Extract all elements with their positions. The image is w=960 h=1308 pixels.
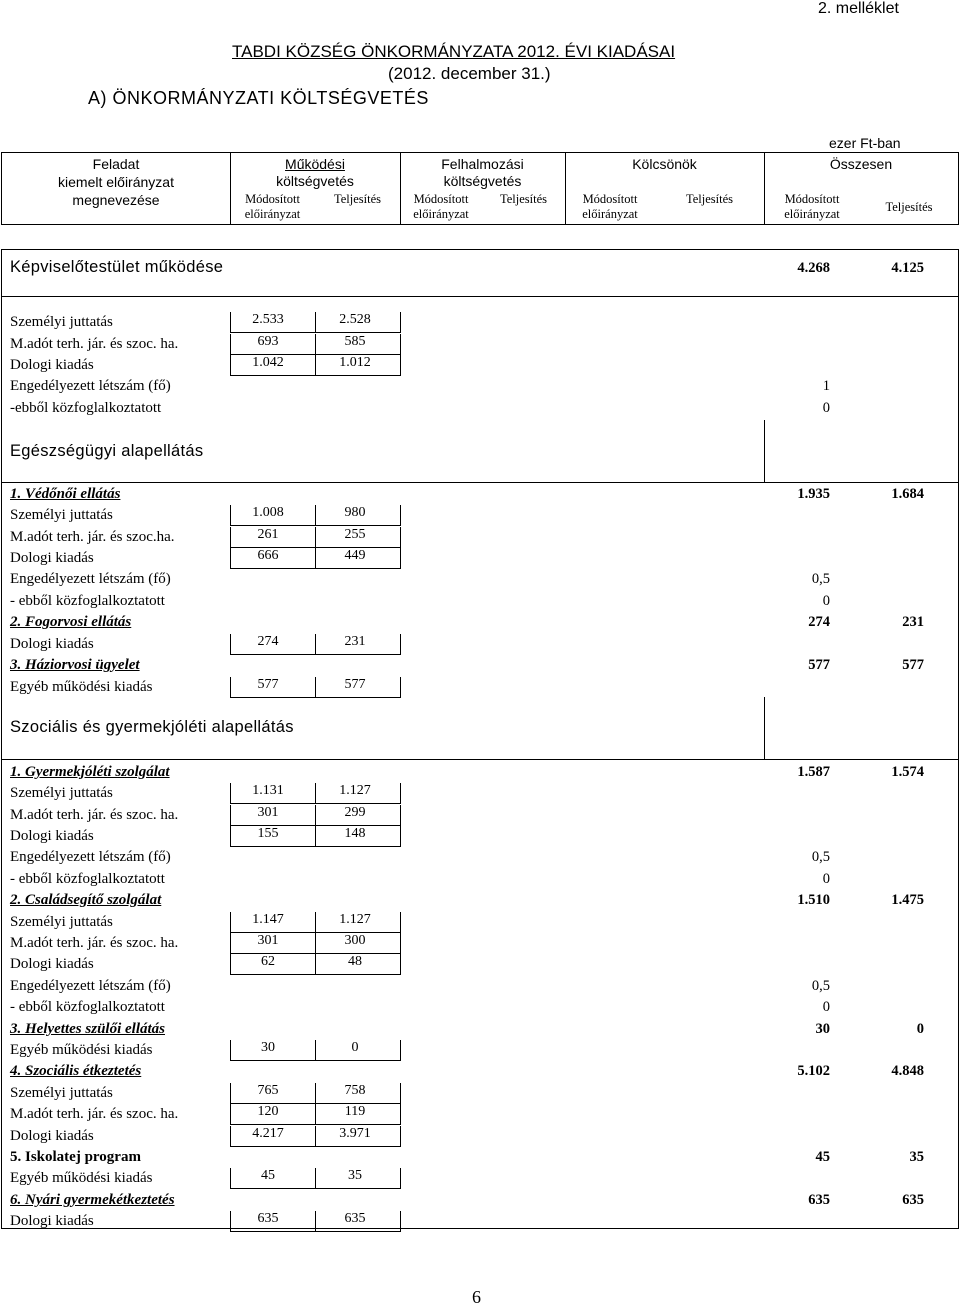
operating-modified-value: 1.008 [252, 505, 284, 520]
header-group-operating-2: költségvetés [276, 173, 354, 189]
table-row [0, 912, 960, 933]
row-label: Engedélyezett létszám (fő) [10, 571, 171, 587]
row-label: Dologi kiadás [10, 550, 94, 566]
total-modified-value: 0 [822, 999, 830, 1015]
table-row [0, 1190, 960, 1211]
operating-done-value: 635 [344, 1211, 366, 1226]
operating-done-value: 980 [344, 505, 366, 520]
row-label: 3. Háziorvosi ügyelet [10, 657, 140, 673]
row-label: Egyéb működési kiadás [10, 1170, 153, 1186]
row-label: - ebből közfoglalkoztatott [10, 593, 165, 609]
table-row [0, 355, 960, 376]
operating-done-value: 148 [344, 826, 366, 841]
cell-border [400, 783, 401, 804]
row-label: Egyéb működési kiadás [10, 1042, 153, 1058]
row-label: Személyi juttatás [10, 785, 113, 801]
cell-border [400, 1168, 401, 1189]
cell-border [315, 805, 316, 826]
table-row [0, 527, 960, 548]
header-group-capital-2: költségvetés [443, 173, 522, 189]
operating-done-value: 1.127 [339, 783, 371, 798]
row-label: Engedélyezett létszám (fő) [10, 849, 171, 865]
operating-done-value: 758 [344, 1083, 366, 1098]
cell-border [230, 505, 231, 526]
header-done-1: Teljesítés [333, 192, 382, 206]
cell-border [400, 826, 401, 847]
header-task-2: kiemelt előirányzat [58, 174, 174, 190]
total-modified-value: 0 [822, 593, 830, 609]
header-task-1: Feladat [92, 156, 140, 172]
operating-done-value: 119 [344, 1104, 366, 1119]
total-modified-value: 1 [822, 378, 830, 394]
total-done-value: 1.684 [891, 486, 924, 502]
cell-border [315, 1211, 316, 1232]
operating-done-value: 255 [344, 527, 366, 542]
operating-modified-value: 4.217 [252, 1126, 284, 1141]
operating-done-value: 585 [344, 334, 366, 349]
row-label: - ebből közfoglalkoztatott [10, 999, 165, 1015]
table-row [0, 484, 960, 505]
row-label: 5. Iskolatej program [10, 1149, 141, 1165]
cell-border [400, 634, 401, 655]
cell-border [315, 355, 316, 376]
table-row [0, 890, 960, 911]
table-row [0, 398, 960, 419]
cell-border [315, 334, 316, 355]
row-label: 2. Fogorvosi ellátás [10, 614, 132, 630]
row-label: Dologi kiadás [10, 1213, 94, 1229]
table-row [0, 1211, 960, 1232]
row-label: 3. Helyettes szülői ellátás [10, 1021, 165, 1037]
row-label: 6. Nyári gyermekétkeztetés [10, 1192, 175, 1208]
table-row [0, 569, 960, 590]
operating-modified-value: 30 [261, 1040, 275, 1055]
table-row [0, 869, 960, 890]
header-mod-2a: Módosított [413, 192, 469, 206]
cell-border [230, 355, 231, 376]
cell-border [230, 1231, 400, 1232]
cell-border [315, 677, 316, 698]
cell-border [230, 697, 400, 698]
header-group-loans: Kölcsönök [632, 156, 697, 172]
table-row [0, 1126, 960, 1147]
row-label: Dologi kiadás [10, 956, 94, 972]
table-row [0, 334, 960, 355]
table-row [0, 1040, 960, 1061]
operating-done-value: 3.971 [339, 1126, 371, 1141]
cell-border [230, 312, 231, 333]
row-label: -ebből közfoglalkoztatott [10, 400, 162, 416]
total-done-value: 0 [916, 1021, 924, 1037]
cell-border [400, 954, 401, 975]
cell-border [230, 974, 400, 975]
total-modified-value: 4.268 [797, 260, 830, 276]
table-row [0, 783, 960, 804]
annex-label: 2. melléklet [818, 0, 899, 17]
table-row [0, 805, 960, 826]
cell-border [315, 1168, 316, 1189]
total-modified-value: 274 [808, 614, 830, 630]
cell-border [315, 527, 316, 548]
table-row [0, 847, 960, 868]
operating-done-value: 1.012 [339, 355, 371, 370]
operating-modified-value: 1.131 [252, 783, 284, 798]
cell-border [230, 1188, 400, 1189]
row-label: 1. Védőnői ellátás [10, 486, 121, 502]
operating-modified-value: 1.042 [252, 355, 284, 370]
operating-modified-value: 301 [257, 805, 279, 820]
cell-border [230, 1083, 231, 1104]
cell-border [400, 1126, 401, 1147]
cell-border [230, 334, 231, 355]
row-label: M.adót terh. jár. és szoc. ha. [10, 1106, 179, 1122]
total-modified-value: 0,5 [811, 571, 830, 587]
row-label: Dologi kiadás [10, 828, 94, 844]
operating-modified-value: 577 [257, 677, 279, 692]
cell-border [230, 1104, 231, 1125]
total-done-value: 1.475 [891, 892, 924, 908]
cell-border [400, 912, 401, 933]
cell-border [315, 1126, 316, 1147]
cell-border [315, 312, 316, 333]
cell-border [400, 1083, 401, 1104]
row-label: Személyi juttatás [10, 314, 113, 330]
table-row [0, 634, 960, 655]
cell-border [230, 525, 400, 526]
cell-border [230, 805, 231, 826]
header-mod-3a: Módosított [582, 192, 638, 206]
table-row [0, 258, 960, 279]
operating-modified-value: 120 [257, 1104, 279, 1119]
total-done-value: 1.574 [891, 764, 924, 780]
cell-border [315, 505, 316, 526]
operating-done-value: 0 [351, 1040, 359, 1055]
cell-border [230, 912, 231, 933]
table-row [0, 591, 960, 612]
row-label: Képviselőtestület működése [10, 258, 224, 276]
row-label: M.adót terh. jár. és szoc. ha. [10, 807, 179, 823]
operating-done-value: 300 [344, 933, 366, 948]
header-mod-4b: előirányzat [784, 207, 840, 221]
doc-title: TABDI KÖZSÉG ÖNKORMÁNYZATA 2012. ÉVI KIADÁSAI [232, 42, 676, 61]
operating-modified-value: 62 [261, 954, 275, 969]
unit-label: ezer Ft-ban [829, 135, 901, 151]
cell-border [315, 1040, 316, 1061]
header-mod-4a: Módosított [784, 192, 840, 206]
cell-border [230, 803, 400, 804]
operating-modified-value: 261 [257, 527, 279, 542]
row-label: Engedélyezett létszám (fő) [10, 978, 171, 994]
cell-border [230, 1211, 231, 1232]
row-label: 2. Családsegítő szolgálat [10, 892, 162, 908]
table-row [0, 1083, 960, 1104]
table-row [0, 1019, 960, 1040]
total-modified-value: 5.102 [797, 1063, 830, 1079]
row-label: - ebből közfoglalkoztatott [10, 871, 165, 887]
cell-border [400, 312, 401, 333]
cell-border [315, 548, 316, 569]
cell-border [400, 548, 401, 569]
operating-done-value: 577 [344, 677, 366, 692]
row-label: 1. Gyermekjóléti szolgálat [10, 764, 170, 780]
row-label: Dologi kiadás [10, 357, 94, 373]
row-label: M.adót terh. jár. és szoc. ha. [10, 336, 179, 352]
row-label: Személyi juttatás [10, 1085, 113, 1101]
row-label: Személyi juttatás [10, 914, 113, 930]
table-row [0, 1104, 960, 1125]
header-done-3: Teljesítés [685, 192, 734, 206]
total-modified-value: 45 [815, 1149, 830, 1165]
table-row [0, 1147, 960, 1168]
table-row [0, 1061, 960, 1082]
total-done-value: 4.125 [891, 260, 924, 276]
cell-border [315, 1083, 316, 1104]
cell-border [315, 783, 316, 804]
cell-border [400, 1040, 401, 1061]
cell-border [230, 677, 231, 698]
cell-border [230, 783, 231, 804]
section-szocialis: Szociális és gyermekjóléti alapellátás [10, 718, 294, 736]
page-number: 6 [472, 1287, 481, 1307]
cell-border [230, 826, 231, 847]
table-row [0, 826, 960, 847]
total-done-value: 4.848 [891, 1063, 924, 1079]
table-row [0, 997, 960, 1018]
cell-border [400, 1104, 401, 1125]
table-row [0, 1168, 960, 1189]
total-modified-value: 1.587 [797, 764, 830, 780]
operating-modified-value: 2.533 [252, 312, 284, 327]
cell-border [315, 1104, 316, 1125]
row-label: M.adót terh. jár. és szoc. ha. [10, 935, 179, 951]
total-modified-value: 1.510 [797, 892, 830, 908]
cell-border [230, 1040, 231, 1061]
doc-subtitle: A) ÖNKORMÁNYZATI KÖLTSÉGVETÉS [88, 88, 429, 108]
cell-border [315, 634, 316, 655]
cell-border [230, 954, 231, 975]
operating-modified-value: 693 [257, 334, 279, 349]
total-modified-value: 0,5 [811, 978, 830, 994]
table-row [0, 762, 960, 783]
operating-done-value: 231 [344, 634, 366, 649]
cell-border [315, 912, 316, 933]
operating-modified-value: 155 [257, 826, 279, 841]
operating-done-value: 1.127 [339, 912, 371, 927]
cell-border [230, 332, 400, 333]
header-done-4: Teljesítés [885, 200, 933, 214]
cell-border [315, 933, 316, 954]
header-group-capital: Felhalmozási [441, 156, 524, 172]
section-egeszseg: Egészségügyi alapellátás [10, 442, 204, 460]
operating-modified-value: 301 [257, 933, 279, 948]
operating-done-value: 449 [344, 548, 366, 563]
cell-border [400, 527, 401, 548]
cell-border [400, 677, 401, 698]
operating-done-value: 48 [348, 954, 362, 969]
cell-border [230, 634, 231, 655]
header-group-total: Összesen [829, 156, 893, 172]
cell-border [315, 826, 316, 847]
table-row [0, 976, 960, 997]
cell-border [230, 1168, 231, 1189]
operating-modified-value: 666 [257, 548, 279, 563]
total-done-value: 635 [902, 1192, 924, 1208]
total-modified-value: 635 [808, 1192, 830, 1208]
total-modified-value: 0 [822, 871, 830, 887]
total-modified-value: 0 [822, 400, 830, 416]
row-label: Személyi juttatás [10, 507, 113, 523]
total-done-value: 231 [902, 614, 924, 630]
doc-date: (2012. december 31.) [388, 64, 551, 83]
table-row [0, 954, 960, 975]
header-done-2: Teljesítés [499, 192, 548, 206]
row-label: 4. Szociális étkeztetés [10, 1063, 142, 1079]
total-modified-value: 30 [815, 1021, 830, 1037]
table-row [0, 548, 960, 569]
operating-modified-value: 635 [257, 1211, 279, 1226]
header-mod-1b: előirányzat [244, 207, 301, 221]
operating-modified-value: 765 [257, 1083, 279, 1098]
cell-border [230, 548, 231, 569]
operating-done-value: 2.528 [339, 312, 371, 327]
row-label: M.adót terh. jár. és szoc.ha. [10, 529, 175, 545]
operating-modified-value: 274 [257, 634, 279, 649]
table-row [0, 655, 960, 676]
cell-border [230, 933, 231, 954]
operating-done-value: 299 [344, 805, 366, 820]
total-done-value: 35 [909, 1149, 924, 1165]
cell-border [230, 1126, 231, 1147]
total-modified-value: 0,5 [811, 849, 830, 865]
table-row [0, 312, 960, 333]
cell-border [400, 1211, 401, 1232]
operating-modified-value: 1.147 [252, 912, 284, 927]
header-mod-1a: Módosított [245, 192, 300, 206]
table-row [0, 677, 960, 698]
table-row [0, 505, 960, 526]
cell-border [400, 805, 401, 826]
cell-border [400, 505, 401, 526]
total-done-value: 577 [902, 657, 924, 673]
cell-border [315, 954, 316, 975]
table-row [0, 376, 960, 397]
row-label: Engedélyezett létszám (fő) [10, 378, 171, 394]
row-label: Egyéb működési kiadás [10, 679, 153, 695]
row-label: Dologi kiadás [10, 636, 94, 652]
header-group-operating: Működési [285, 156, 345, 172]
cell-border [400, 355, 401, 376]
cell-border [400, 933, 401, 954]
cell-border [230, 1124, 400, 1125]
row-label: Dologi kiadás [10, 1128, 94, 1144]
operating-done-value: 35 [348, 1168, 362, 1183]
table-row [0, 933, 960, 954]
header-task-3: megnevezése [72, 192, 160, 208]
table-row [0, 612, 960, 633]
cell-border [230, 527, 231, 548]
header-mod-3b: előirányzat [582, 207, 638, 221]
header-mod-2b: előirányzat [413, 207, 469, 221]
total-modified-value: 1.935 [797, 486, 830, 502]
total-modified-value: 577 [808, 657, 830, 673]
operating-modified-value: 45 [261, 1168, 275, 1183]
cell-border [400, 334, 401, 355]
